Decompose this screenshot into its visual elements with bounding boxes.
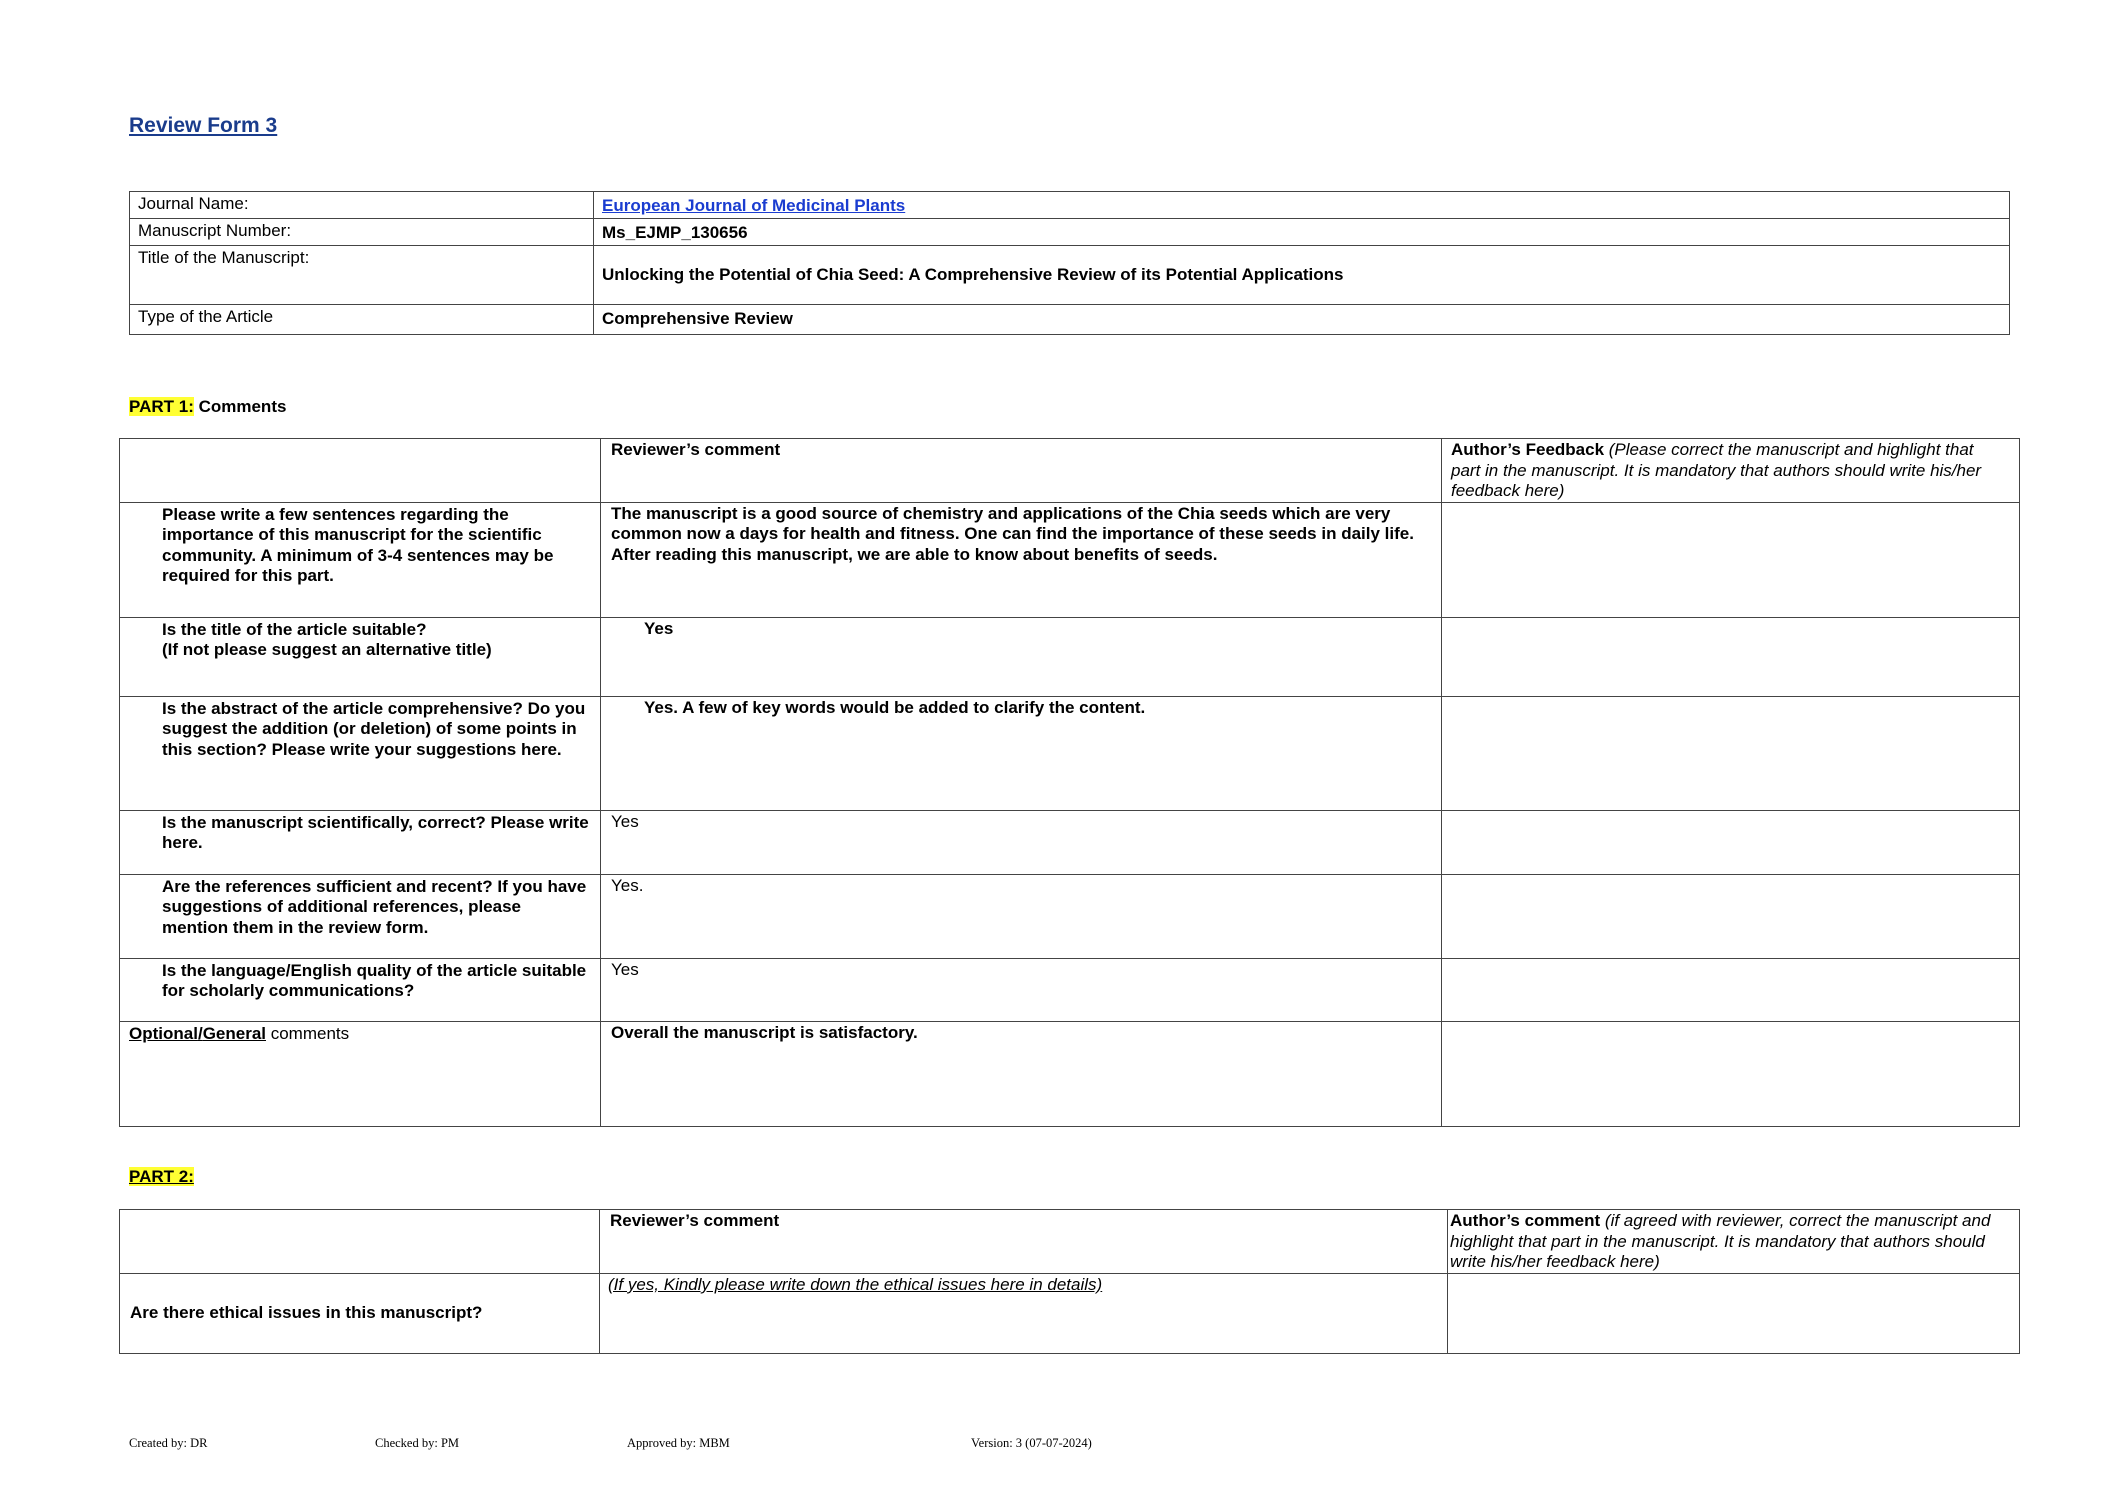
info-row-title: [130, 246, 2010, 305]
title-value: Unlocking the Potential of Chia Seed: A Comprehensive Review of its Potential Applications: [594, 246, 2010, 305]
optional-label-rest: comments: [266, 1023, 350, 1043]
part1-label: [129, 397, 286, 417]
part1-header-blank: [120, 439, 601, 503]
question-ethics: Are there ethical issues in this manuscript?: [120, 1274, 600, 1354]
part2-label: [129, 1167, 194, 1187]
optional-label-a: Optional: [129, 1023, 198, 1043]
question-title: [120, 617, 601, 696]
part2-reviewer-header: Reviewer’s comment: [600, 1210, 1448, 1274]
comment-importance: [601, 502, 1442, 617]
part2-row-ethics: [120, 1274, 2020, 1354]
footer-checked: Checked by: PM: [375, 1436, 460, 1450]
comment-ethics: (If yes, Kindly please write down the ethical issues here in details): [600, 1274, 1448, 1354]
type-value: Comprehensive Review: [594, 305, 2010, 335]
part2-label-text: PART 2:: [129, 1167, 194, 1186]
author-feedback-language[interactable]: [1442, 958, 2020, 1021]
title-label: Title of the Manuscript:: [130, 246, 594, 305]
footer-approved: Approved by: MBM: [627, 1436, 730, 1450]
part1-row-optional: [120, 1021, 2020, 1126]
part1-reviewer-header: Reviewer’s comment: [601, 439, 1442, 503]
author-feedback-optional[interactable]: [1442, 1021, 2020, 1126]
journal-label: Journal Name:: [130, 192, 594, 219]
question-abstract: Is the abstract of the article comprehensive? Do you suggest the addition (or deletion) of some points in this section? Please write your suggestions here.: [120, 696, 601, 810]
manuscript-info-table: [129, 191, 2010, 335]
question-importance: Please write a few sentences regarding the importance of this manuscript for the scientific community. A minimum of 3-4 sentences may be required for this part.: [120, 502, 601, 617]
author-comment-ethics[interactable]: [1448, 1274, 2020, 1354]
question-title-line1: Is the title of the article suitable?: [162, 619, 427, 639]
part2-author-header: [1448, 1210, 2020, 1274]
manuscript-number-value: Ms_EJMP_130656: [594, 219, 2010, 246]
question-references: Are the references sufficient and recent? If you have suggestions of additional references, please mention them in the review form.: [120, 874, 601, 958]
part1-row-language: [120, 958, 2020, 1021]
question-language: Is the language/English quality of the article suitable for scholarly communications?: [120, 958, 601, 1021]
question-scientific: Is the manuscript scientifically, correct? Please write here.: [120, 810, 601, 874]
part1-row-title: [120, 617, 2020, 696]
author-feedback-title[interactable]: [1442, 617, 2020, 696]
journal-link[interactable]: European Journal of Medicinal Plants: [602, 196, 906, 215]
footer-version: Version: 3 (07-07-2024): [971, 1436, 1092, 1450]
part1-author-header-italic: (Please correct the manuscript and highlight that part in the manuscript. It is mandatory that authors should write his/her feedback here): [1451, 440, 1982, 500]
info-row-journal: [130, 192, 2010, 219]
author-feedback-importance[interactable]: [1442, 502, 2020, 617]
part2-header-row: [120, 1210, 2020, 1274]
part1-author-header: [1442, 439, 2020, 503]
part1-table: [119, 438, 2020, 1127]
part1-row-importance: [120, 502, 2020, 617]
comment-optional: Overall the manuscript is satisfactory.: [601, 1021, 1442, 1126]
part1-row-abstract: [120, 696, 2020, 810]
part2-table: [119, 1209, 2020, 1354]
optional-label-sep: /: [197, 1023, 203, 1043]
optional-general-label: [120, 1021, 601, 1126]
part1-row-scientific: [120, 810, 2020, 874]
part1-header-row: [120, 439, 2020, 503]
part2-author-header-italic: (if agreed with reviewer, correct the manuscript and highlight that part in the manuscript. It is mandatory that authors should write his/her feedback here): [1450, 1211, 1991, 1271]
author-feedback-references[interactable]: [1442, 874, 2020, 958]
part1-author-header-bold: Author’s Feedback: [1451, 440, 1605, 459]
part2-header-blank: [120, 1210, 600, 1274]
comment-language: Yes: [601, 958, 1442, 1021]
author-feedback-scientific[interactable]: [1442, 810, 2020, 874]
comment-importance-line1: The manuscript is a good source of chemistry and applications of the Chia seeds which are very common now a days for health and fitness. One can find the importance of these seeds in daily life.: [611, 503, 1414, 543]
author-feedback-abstract[interactable]: [1442, 696, 2020, 810]
part1-label-suffix: Comments: [193, 397, 287, 416]
part1-row-references: [120, 874, 2020, 958]
manuscript-number-label: Manuscript Number:: [130, 219, 594, 246]
info-row-type: [130, 305, 2010, 335]
journal-value-cell: [594, 192, 2010, 219]
comment-abstract: Yes. A few of key words would be added to clarify the content.: [601, 696, 1442, 810]
optional-label-b: General: [202, 1023, 266, 1043]
comment-importance-line2: After reading this manuscript, we are able to know about benefits of seeds.: [611, 544, 1218, 564]
comment-references: Yes.: [601, 874, 1442, 958]
info-row-manuscript-number: [130, 219, 2010, 246]
form-title: Review Form 3: [129, 114, 278, 137]
question-title-line2: (If not please suggest an alternative title): [162, 640, 492, 659]
comment-title: Yes: [601, 617, 1442, 696]
type-label: Type of the Article: [130, 305, 594, 335]
part1-label-prefix: PART 1:: [129, 397, 194, 416]
part2-author-header-bold: Author’s comment: [1450, 1211, 1601, 1230]
comment-scientific: Yes: [601, 810, 1442, 874]
footer-created: Created by: DR: [129, 1436, 208, 1450]
